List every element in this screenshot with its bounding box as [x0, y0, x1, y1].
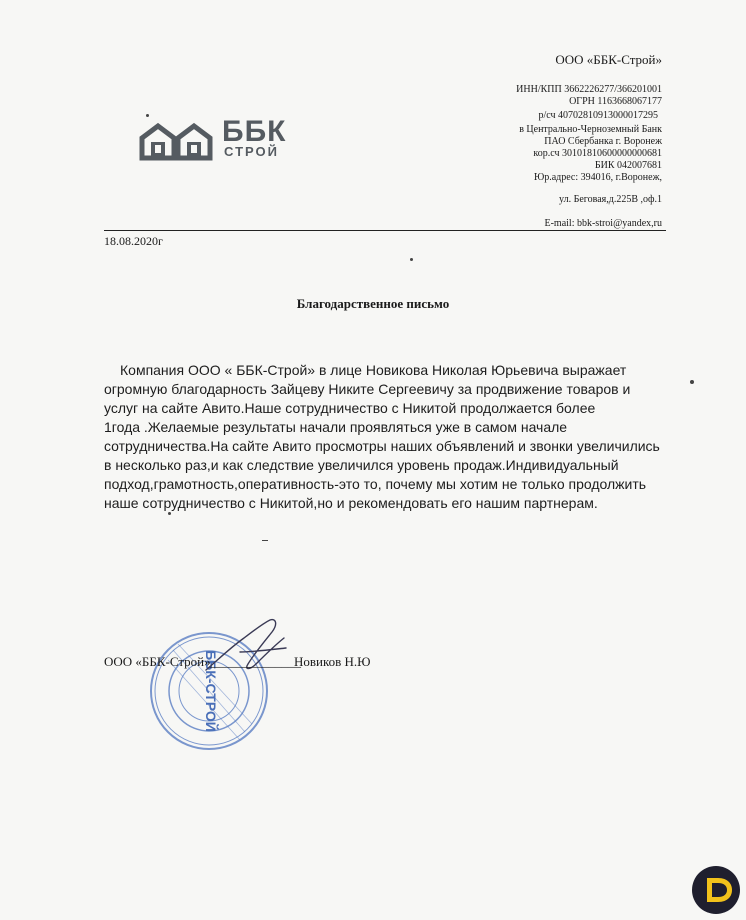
requisite-inn: ИНН/КПП 3662226277/366201001: [516, 84, 662, 95]
stamp-center-text: ББК-СТРОЙ: [203, 650, 219, 732]
company-logo-wordmark: [222, 115, 287, 159]
body-line: сотрудничества.На сайте Авито просмотры наших объявлений и звонки увеличились: [104, 438, 660, 454]
logo-main-text: ББК: [222, 115, 287, 148]
letter-date: 18.08.2020г: [104, 234, 163, 248]
scan-speck: [168, 512, 171, 515]
body-line: 1года .Желаемые результаты начали проявляться уже в самом начале: [104, 419, 568, 435]
scan-speck: [690, 380, 694, 384]
requisite-account: р/сч 40702810913000017295: [538, 110, 658, 121]
body-line: наше сотрудничество с Никитой,но и рекомендовать его нашим партнерам.: [104, 495, 598, 511]
scan-speck: [262, 540, 268, 541]
logo-sub-text: СТРОЙ: [224, 144, 279, 159]
body-line: услуг на сайте Авито.Наше сотрудничество с Никитой продолжается более: [104, 400, 596, 416]
header-company-name: ООО «ББК-Строй»: [555, 52, 662, 67]
requisite-ogrn: ОГРН 1163668067177: [569, 96, 662, 107]
header-divider: [104, 230, 666, 231]
signature-name: Новиков Н.Ю: [294, 654, 371, 669]
body-line: огромную благодарность Зайцеву Никите Сергеевичу за продвижение товаров и: [104, 381, 631, 397]
signature-company: ООО «ББК-Строй»: [104, 654, 211, 669]
signature-underline: ______________: [210, 654, 301, 669]
requisite-corr-account: кор.сч 30101810600000000681: [533, 148, 662, 159]
requisite-bank: в Центрально-Черноземный Банк: [519, 124, 662, 135]
requisite-bik: БИК 042007681: [594, 160, 662, 171]
corner-badge-icon: [690, 864, 742, 916]
letter-title: Благодарственное письмо: [296, 296, 450, 311]
handwritten-signature-icon: [200, 608, 310, 688]
requisite-email: E-mail: bbk-stroi@yandex,ru: [544, 218, 662, 229]
body-line: в несколько раз,и как следствие увеличился уровень продаж.Индивидуальный: [104, 457, 619, 473]
scan-speck: [410, 258, 413, 261]
body-line: Компания ООО « ББК-Строй» в лице Новикова Николая Юрьевича выражает: [120, 362, 627, 378]
requisite-street: ул. Беговая,д.225В ,оф.1: [559, 194, 662, 205]
requisite-bank-city: ПАО Сбербанка г. Воронеж: [544, 136, 662, 147]
body-line: подход,грамотность,оперативность-это то, почему мы хотим не только продолжить: [104, 476, 647, 492]
requisite-legal-address: Юр.адрес: 394016, г.Воронеж,: [533, 172, 662, 183]
scan-speck: [146, 114, 149, 117]
